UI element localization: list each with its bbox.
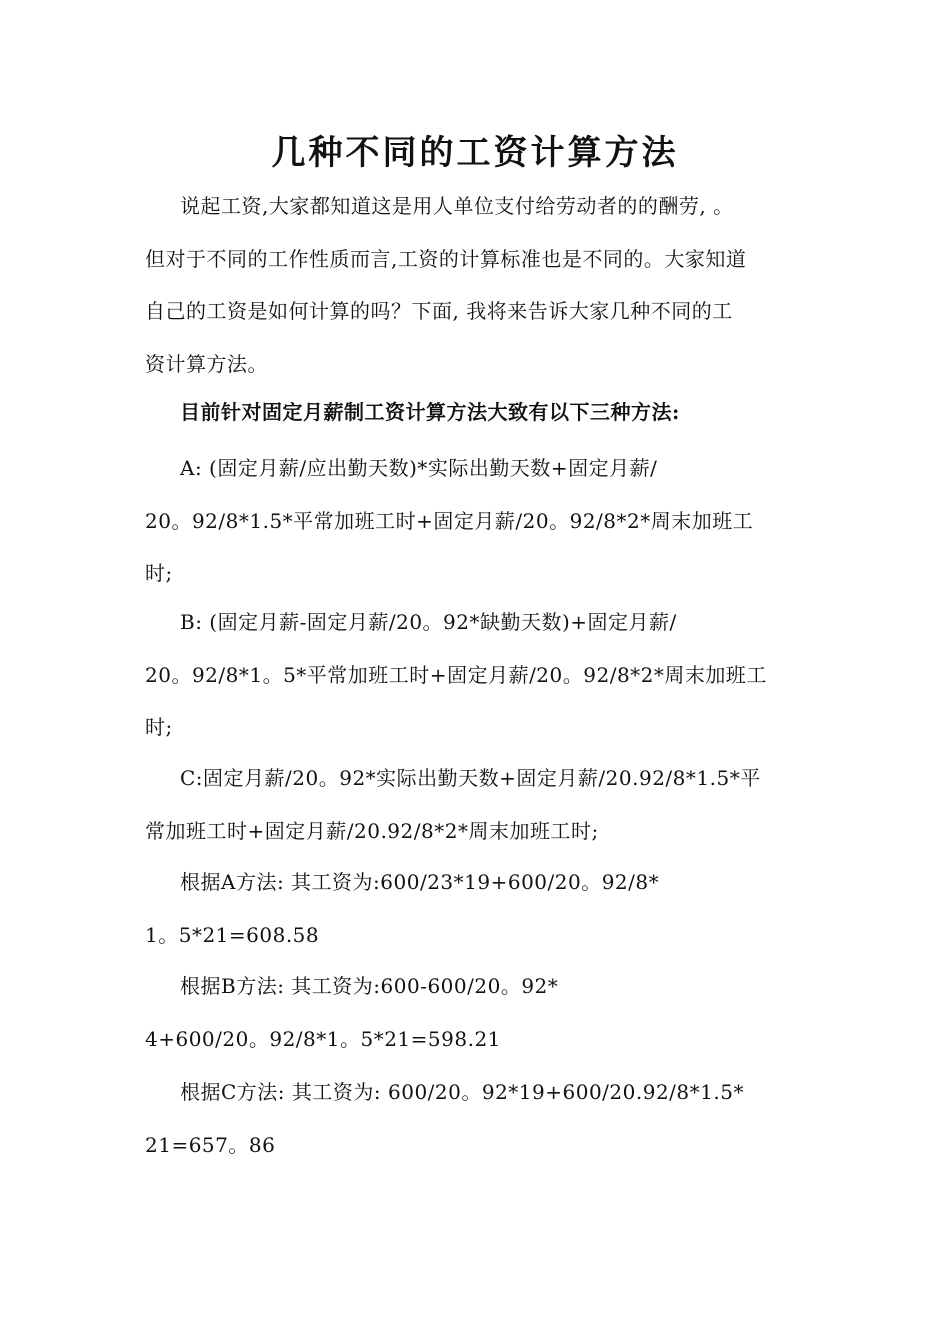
method-b-line: 20。92/8*1。5*平常加班工时+固定月薪/20。92/8*2*周末加班工 <box>145 662 767 687</box>
method-a-line: A: (固定月薪/应出勤天数)*实际出勤天数+固定月薪/ <box>180 456 658 480</box>
method-b-line: B: (固定月薪-固定月薪/20。92*缺勤天数)+固定月薪/ <box>180 610 677 634</box>
method-c-paragraph <box>145 752 810 857</box>
intro-line: 说起工资,大家都知道这是用人单位支付给劳动者的的酬劳, 。 <box>180 194 734 218</box>
example-a-line: 根据A方法: 其工资为:600/23*19+600/20。92/8* <box>180 870 660 894</box>
example-b-paragraph <box>145 960 810 1065</box>
methods-heading-text: 目前针对固定月薪制工资计算方法大致有以下三种方法: <box>180 400 680 424</box>
intro-line: 资计算方法。 <box>145 351 268 376</box>
method-b-paragraph <box>145 596 810 754</box>
intro-line: 自己的工资是如何计算的吗？下面, 我将来告诉大家几种不同的工 <box>145 299 733 323</box>
method-c-line: C:固定月薪/20。92*实际出勤天数+固定月薪/20.92/8*1.5*平 <box>180 766 761 790</box>
intro-line: 但对于不同的工作性质而言,工资的计算标准也是不同的。大家知道 <box>145 246 747 271</box>
method-c-line: 常加班工时+固定月薪/20.92/8*2*周末加班工时; <box>145 818 599 843</box>
method-a-line: 时; <box>145 561 173 585</box>
intro-paragraph <box>145 180 810 390</box>
methods-heading <box>145 386 810 439</box>
example-b-line: 根据B方法: 其工资为:600-600/20。92* <box>180 974 559 998</box>
example-c-line: 根据C方法: 其工资为: 600/20。92*19+600/20.92/8*1.5* <box>180 1080 744 1104</box>
method-a-line: 20。92/8*1.5*平常加班工时+固定月薪/20。92/8*2*周末加班工 <box>145 508 754 533</box>
example-a-line: 1。5*21=608.58 <box>145 922 320 947</box>
document-title: 几种不同的工资计算方法 <box>271 133 679 173</box>
example-c-paragraph <box>145 1066 810 1171</box>
method-a-paragraph <box>145 442 810 600</box>
example-a-paragraph <box>145 856 810 961</box>
example-b-line: 4+600/20。92/8*1。5*21=598.21 <box>145 1026 501 1051</box>
example-c-line: 21=657。86 <box>145 1132 276 1157</box>
method-b-line: 时; <box>145 715 173 739</box>
